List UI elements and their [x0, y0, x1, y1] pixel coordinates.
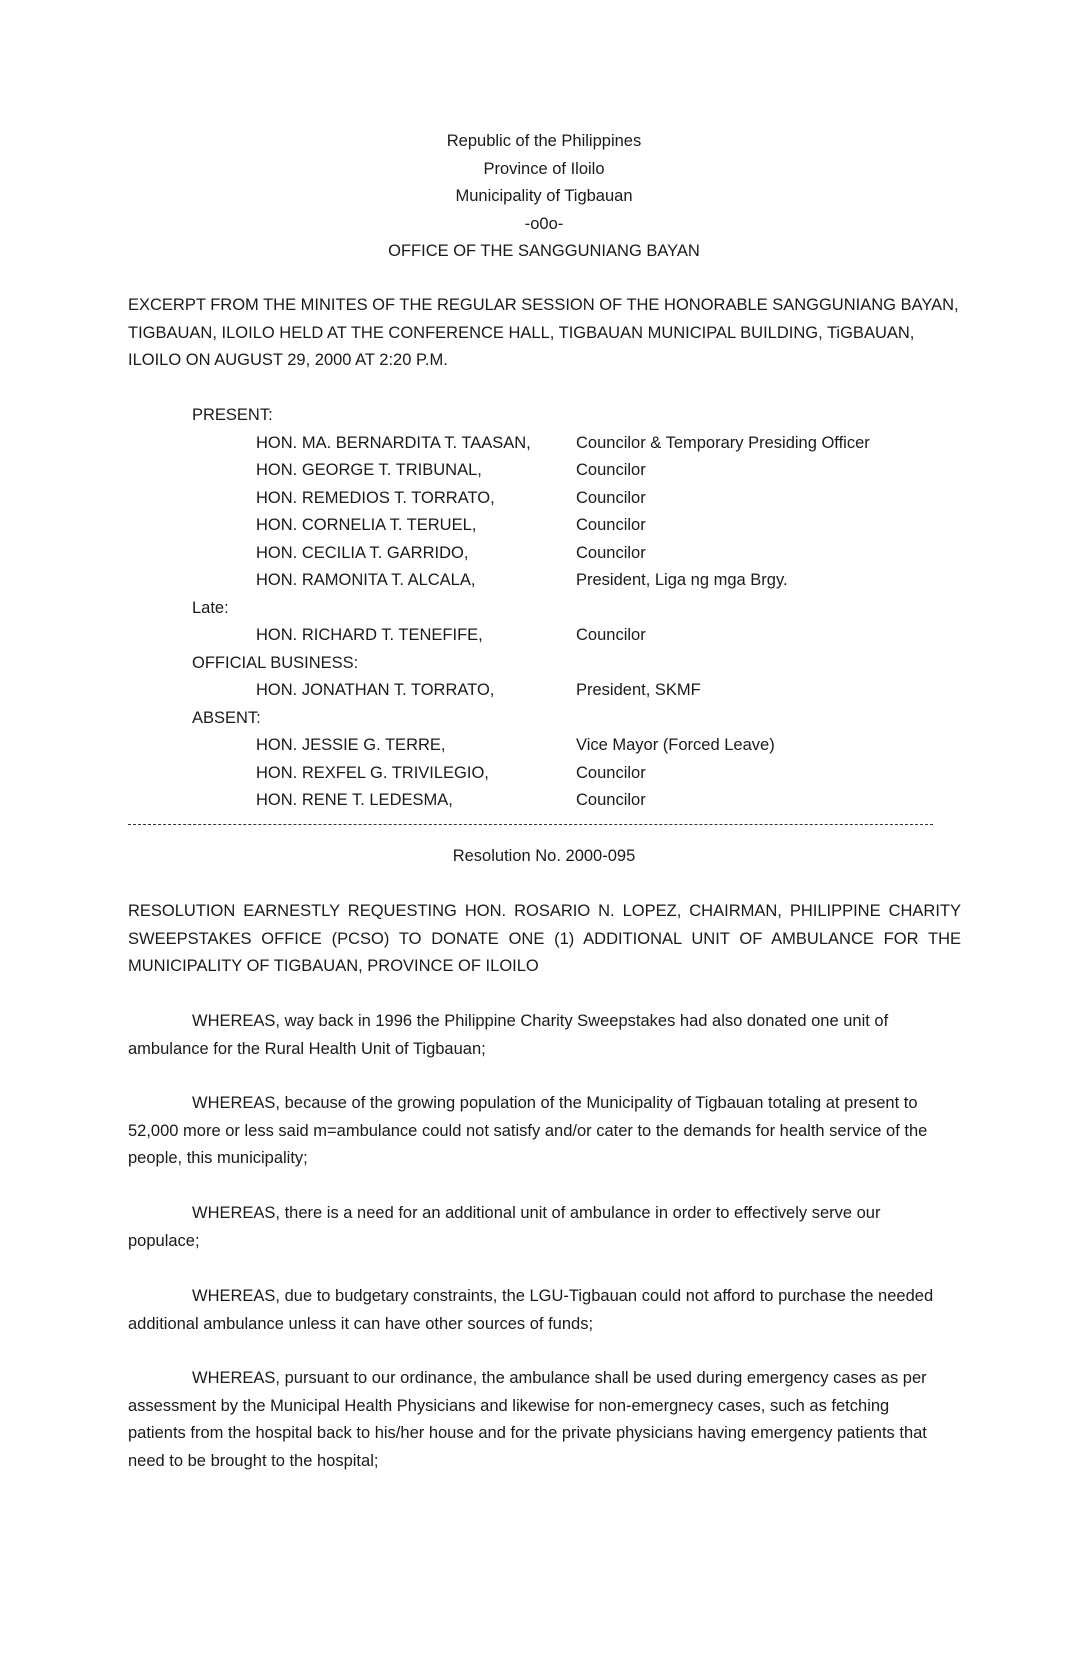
- attendance-entry: [128, 677, 963, 705]
- attendance-entry: [128, 760, 963, 788]
- member-role: Councilor: [576, 626, 646, 644]
- late-label: Late:: [192, 598, 229, 617]
- attendance-entry: [128, 567, 963, 595]
- attendance-entry: [128, 430, 963, 458]
- official-business-label: OFFICIAL BUSINESS:: [192, 653, 359, 672]
- minutes-excerpt: EXCERPT FROM THE MINITES OF THE REGULAR SESSION OF THE HONORABLE SANGGUNIANG BAYAN, TIGBAUAN, ILOILO HELD AT THE CONFERENCE HALL, TIGBAUAN MUNICIPAL BUILDING, TiGBAUAN, ILOILO ON AUGUST 29, 2000 AT 2:20 P.M.: [128, 296, 959, 369]
- attendance-entry: [128, 485, 963, 513]
- member-name: HON. REXFEL G. TRIVILEGIO,: [256, 763, 489, 782]
- member-name: HON. JONATHAN T. TORRATO,: [256, 681, 495, 699]
- member-name: HON. MA. BERNARDITA T. TAASAN,: [256, 433, 531, 452]
- header-province: Province of Iloilo: [483, 159, 605, 178]
- member-name: HON. RAMONITA T. ALCALA,: [256, 571, 476, 589]
- member-role: Councilor: [576, 763, 646, 782]
- resolution-title: RESOLUTION EARNESTLY REQUESTING HON. ROSARIO N. LOPEZ, CHAIRMAN, PHILIPPINE CHARITY SWEEPSTAKES OFFICE (PCSO) TO DONATE ONE (1) ADDITIONAL UNIT OF AMBULANCE FOR THE MUNICIPALITY OF TIGBAUAN, PROVINCE OF ILOILO: [128, 902, 961, 975]
- attendance-entry: [128, 512, 963, 540]
- letterhead: [0, 128, 1088, 266]
- attendance-heading: [128, 595, 963, 623]
- attendance-heading: [128, 705, 963, 733]
- attendance-entry: [128, 457, 963, 485]
- attendance-entry: [128, 540, 963, 568]
- member-role: Councilor: [576, 791, 646, 809]
- attendance-heading: [128, 402, 963, 430]
- member-role: Councilor: [576, 461, 646, 479]
- whereas-clause: WHEREAS, because of the growing population of the Municipality of Tigbauan totaling at present to 52,000 more or less said m=ambulance could not satisfy and/or cater to the demands for health service of the people, this municipality;: [128, 1094, 928, 1167]
- whereas-clause: WHEREAS, pursuant to our ordinance, the ambulance shall be used during emergency cases as per assessment by the Municipal Health Physicians and likewise for non-emergnecy cases, such as fetching patients from the hospital back to his/her house and for the private physicians having emergency patients that need to be brought to the hospital;: [128, 1369, 927, 1470]
- member-name: HON. JESSIE G. TERRE,: [256, 736, 446, 754]
- resolution-number: Resolution No. 2000-095: [452, 847, 636, 865]
- whereas-clause: WHEREAS, there is a need for an additional unit of ambulance in order to effectively serve our populace;: [128, 1204, 881, 1250]
- header-municipality: Municipality of Tigbauan: [455, 187, 633, 205]
- member-name: HON. CECILIA T. GARRIDO,: [256, 543, 469, 562]
- member-role: Councilor: [576, 488, 646, 507]
- member-role: President, Liga ng mga Brgy.: [576, 571, 788, 589]
- attendance-list: [128, 402, 963, 815]
- member-role: Councilor: [576, 543, 646, 562]
- attendance-entry: [128, 622, 963, 650]
- header-republic: Republic of the Philippines: [446, 132, 642, 150]
- member-role: Vice Mayor (Forced Leave): [576, 736, 775, 754]
- member-role: Councilor: [576, 516, 646, 534]
- member-role: President, SKMF: [576, 681, 701, 699]
- dashed-divider: [128, 824, 933, 825]
- header-office: OFFICE OF THE SANGGUNIANG BAYAN: [388, 242, 700, 260]
- header-ornament: -o0o-: [524, 214, 564, 233]
- member-name: HON. REMEDIOS T. TORRATO,: [256, 488, 495, 507]
- present-label: PRESENT:: [192, 406, 273, 424]
- member-role: Councilor & Temporary Presiding Officer: [576, 433, 870, 452]
- member-name: HON. RENE T. LEDESMA,: [256, 791, 453, 809]
- attendance-entry: [128, 787, 963, 815]
- member-name: HON. GEORGE T. TRIBUNAL,: [256, 461, 482, 479]
- whereas-clause: WHEREAS, due to budgetary constraints, the LGU-Tigbauan could not afford to purchase the needed additional ambulance unless it can have other sources of funds;: [128, 1287, 934, 1333]
- member-name: HON. CORNELIA T. TERUEL,: [256, 516, 477, 534]
- attendance-entry: [128, 732, 963, 760]
- attendance-heading: [128, 650, 963, 678]
- member-name: HON. RICHARD T. TENEFIFE,: [256, 626, 483, 644]
- whereas-clause: WHEREAS, way back in 1996 the Philippine Charity Sweepstakes had also donated one unit of ambulance for the Rural Health Unit of Tigbauan;: [128, 1012, 889, 1058]
- absent-label: ABSENT:: [192, 708, 261, 727]
